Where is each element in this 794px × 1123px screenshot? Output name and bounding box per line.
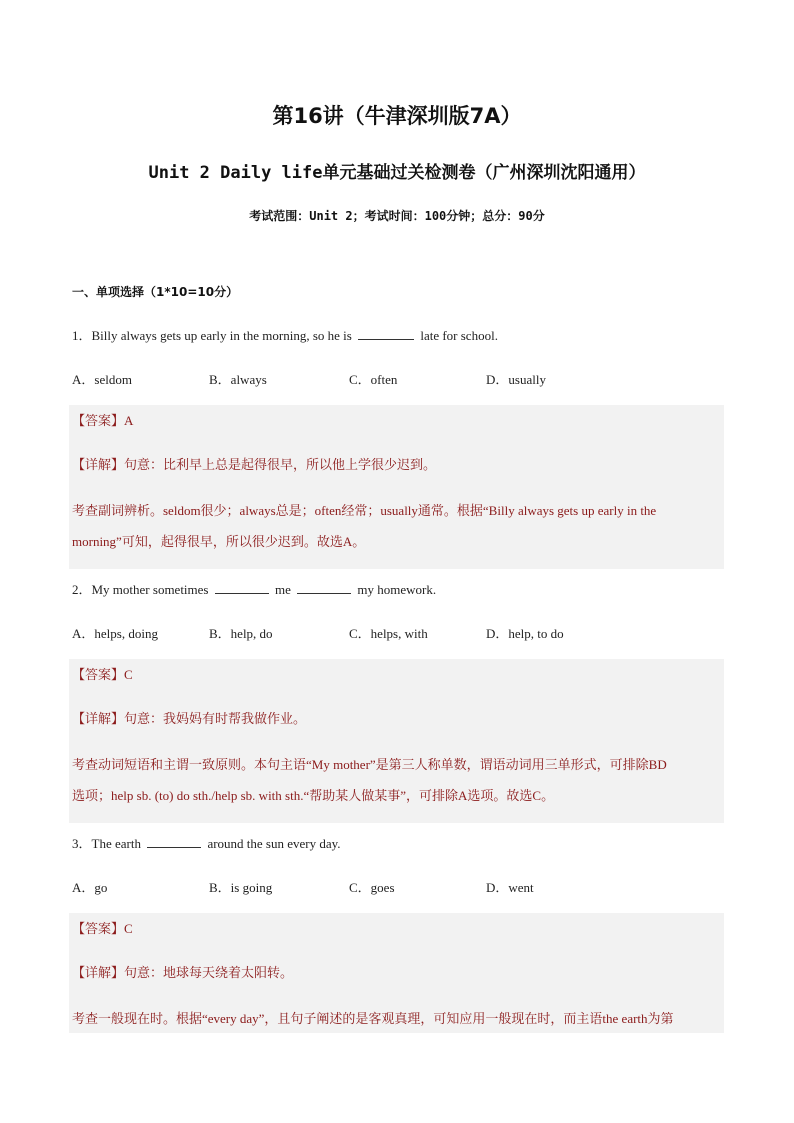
question-3-option-d: D．went bbox=[486, 880, 534, 895]
question-2-explanation-line-2: 选项；help sb. (to) do sth./help sb. with sth.“帮助某人做某事”，可排除A选项。故选C。 bbox=[72, 788, 555, 803]
question-2-explanation-line-1: 考查动词短语和主谓一致原则。本句主语“My mother”是第三人称单数，谓语动词用三单形式，可排除BD bbox=[72, 757, 667, 772]
question-1-answer: 【答案】A bbox=[72, 413, 134, 428]
question-3-blank bbox=[147, 835, 201, 848]
question-3-option-c: C．goes bbox=[349, 880, 395, 895]
question-2-stem-text-a: 2．My mother sometimes bbox=[72, 582, 212, 597]
question-1-explanation-line-2: morning”可知，起得很早，所以很少迟到。故选A。 bbox=[72, 534, 366, 549]
page-subtitle: Unit 2 Daily life单元基础过关检测卷（广州深圳沈阳通用） bbox=[148, 163, 646, 183]
question-2-option-d: D．help, to do bbox=[486, 626, 564, 641]
question-1-blank bbox=[358, 327, 414, 340]
question-2-stem-text-c: my homework. bbox=[354, 582, 437, 597]
question-2-blank-1 bbox=[215, 581, 269, 594]
question-1-option-c: C．often bbox=[349, 372, 398, 387]
question-1-stem bbox=[72, 325, 498, 344]
question-2-option-c: C．helps, with bbox=[349, 626, 428, 641]
question-3-answer: 【答案】C bbox=[72, 921, 133, 936]
question-2-blank-2 bbox=[297, 581, 351, 594]
question-2-option-b: B．help, do bbox=[209, 626, 273, 641]
question-3-stem bbox=[72, 833, 341, 852]
question-2-answer: 【答案】C bbox=[72, 667, 133, 682]
question-3-option-a: A．go bbox=[72, 880, 108, 895]
question-3-answer-box bbox=[69, 913, 724, 1033]
question-1-detail: 【详解】句意：比利早上总是起得很早，所以他上学很少迟到。 bbox=[72, 457, 437, 472]
question-1-option-a: A．seldom bbox=[72, 372, 132, 387]
question-3-option-b: B．is going bbox=[209, 880, 273, 895]
question-2-stem-text-b: me bbox=[271, 582, 295, 597]
question-3-explanation-line-1: 考查一般现在时。根据“every day”，且句子阐述的是客观真理，可知应用一般现在时，而主语the earth为第 bbox=[72, 1011, 674, 1026]
page-title: 第16讲（牛津深圳版7A） bbox=[272, 104, 522, 128]
question-1-option-d: D．usually bbox=[486, 372, 546, 387]
question-1-explanation-line-1: 考查副词辨析。seldom很少；always总是；often经常；usually通常。根据“Billy always gets up early in the bbox=[72, 503, 657, 518]
question-1-option-b: B．always bbox=[209, 372, 267, 387]
question-3-stem-text-b: around the sun every day. bbox=[204, 836, 341, 851]
question-2-stem bbox=[72, 579, 436, 598]
question-3-detail: 【详解】句意：地球每天绕着太阳转。 bbox=[72, 965, 294, 980]
question-1-stem-text-a: 1．Billy always gets up early in the morning, so he is bbox=[72, 328, 356, 343]
question-1-stem-text-b: late for school. bbox=[417, 328, 498, 343]
exam-info: 考试范围：Unit 2；考试时间：100分钟；总分：90分 bbox=[249, 209, 545, 223]
section-heading: 一、单项选择（1*10=10分） bbox=[72, 285, 239, 299]
question-1-answer-box bbox=[69, 405, 724, 569]
question-2-option-a: A．helps, doing bbox=[72, 626, 158, 641]
question-2-detail: 【详解】句意：我妈妈有时帮我做作业。 bbox=[72, 711, 307, 726]
question-3-stem-text-a: 3．The earth bbox=[72, 836, 145, 851]
question-2-answer-box bbox=[69, 659, 724, 823]
